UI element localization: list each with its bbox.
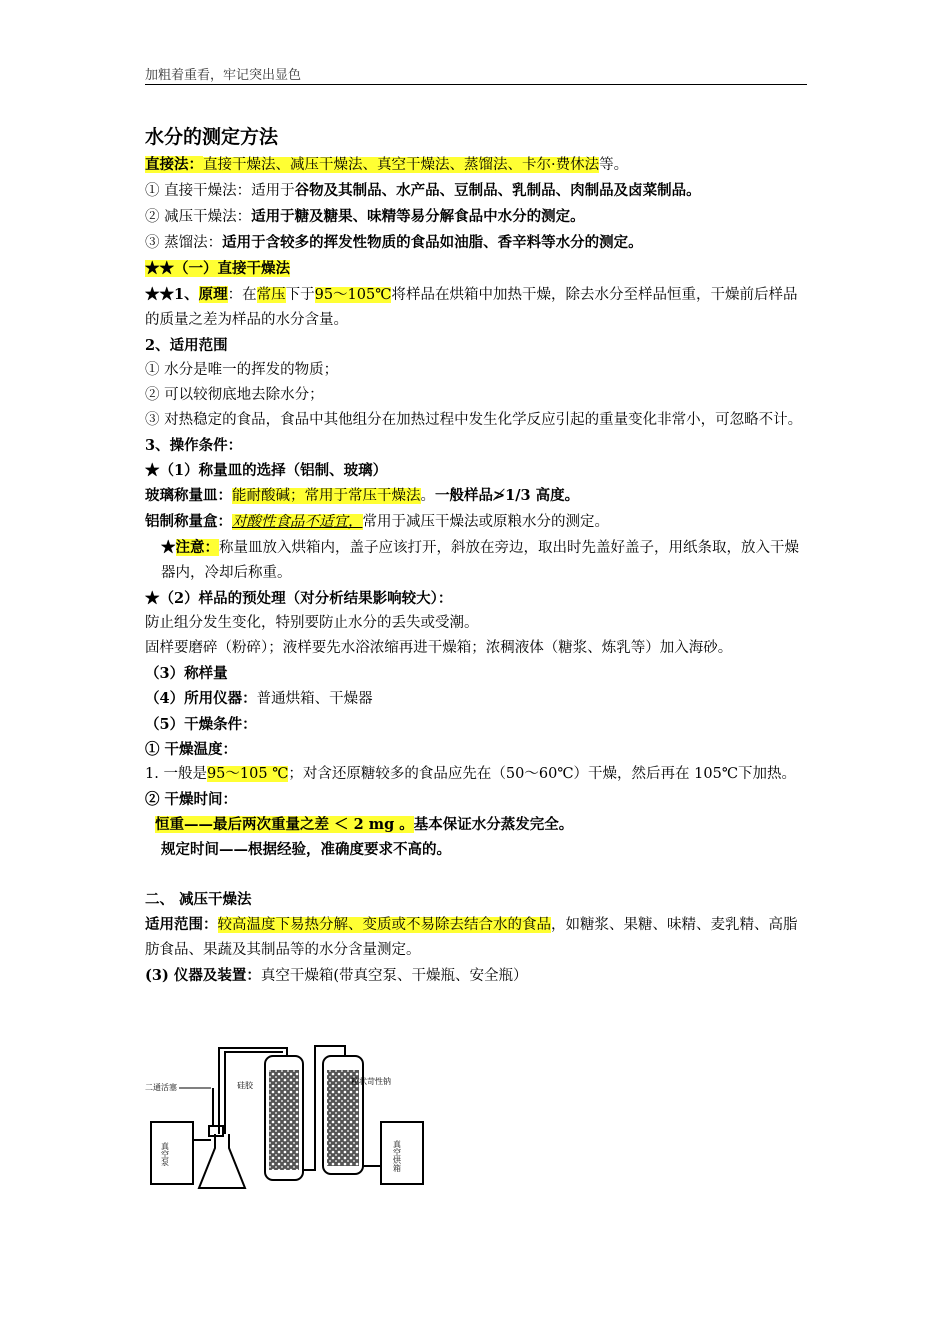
scope-heading: 2、适用范围: [145, 337, 228, 354]
principle-paragraph: [145, 282, 810, 333]
weigh-heading: （3）称样量: [145, 665, 228, 682]
section2-scope: [145, 912, 810, 963]
aluminum-box-line: [145, 509, 810, 535]
header-rule: [145, 84, 807, 85]
scope-prefix: ① 直接干燥法：适用于: [145, 183, 295, 199]
scope-range-3: ③ 对热稳定的食品，食品中其他组分在加热过程中发生化学反应引起的重量变化非常小，可忽略不计。: [145, 412, 803, 428]
alu-highlight: 对酸性食品不适宜，: [232, 514, 363, 530]
pretreat-text-2: 固样要磨碎（粉碎）；液样要先水浴浓缩再进干燥箱；浓稠液体（糖浆、炼乳等）加入海砂。: [145, 640, 733, 656]
note-label: 注意：: [175, 539, 219, 556]
ops-heading: 3、操作条件：: [145, 437, 243, 454]
valve-label: 二通活塞: [145, 1083, 177, 1092]
principle-label: 原理: [198, 286, 228, 303]
scope-bold: 谷物及其制品、水产品、豆制品、乳制品、肉制品及卤菜制品。: [294, 182, 701, 199]
page-title: 水分的测定方法: [145, 126, 279, 148]
temp-text: 1. 一般是: [145, 766, 207, 782]
apparatus-text: 真空干燥箱(带真空泵、干燥瓶、安全瓶）: [260, 968, 528, 984]
temp-paragraph: [145, 762, 810, 787]
scope-prefix: ③ 蒸馏法：: [145, 235, 223, 251]
principle-number: ★★1、: [145, 286, 199, 303]
constant-weight-text: 基本保证水分蒸发完全。: [413, 816, 574, 833]
glass-label: 玻璃称量皿：: [145, 487, 232, 504]
constant-weight-highlight: 恒重——最后两次重量之差 ＜ 2 mg 。: [155, 816, 414, 833]
section1-heading: [145, 256, 810, 282]
time-heading: ② 干燥时间：: [145, 791, 238, 808]
constant-weight-line: [145, 812, 810, 837]
scope-bold: 适用于糖及糖果、味精等易分解食品中水分的测定。: [251, 208, 585, 225]
granule-label: 粒状苛性钠: [351, 1077, 391, 1086]
apparatus-label: (3) 仪器及装置：: [145, 967, 261, 984]
fixed-time-line: 规定时间——根据经验，准确度要求不高的。: [161, 841, 451, 858]
spacer: [145, 862, 810, 887]
principle-highlight-temp: 95～105℃: [314, 287, 392, 303]
instrument-label: （4）所用仪器：: [145, 690, 257, 707]
section2-scope-text: ，如糖浆、果糖、味精、麦乳精、高脂肪食品、果蔬及其制品等的水分含量测定。: [145, 917, 798, 958]
note-star: ★: [161, 539, 176, 556]
scope-item-2: [145, 204, 810, 230]
temp-text: ；对含还原糖较多的食品应先在（50～60℃）干燥，然后再在 105℃下加热。: [288, 766, 797, 782]
principle-text: 将样品在烘箱中加热干燥，除去水分至样品恒重，干燥前后样品的质量之差为样品的水分含量。: [145, 287, 798, 328]
pretreat-text-1: 防止组分发生变化，特别要防止水分的丢失或受潮。: [145, 615, 479, 631]
scope-item-1: [145, 178, 810, 204]
methods-label: 直接法：: [145, 156, 203, 173]
methods-line: [145, 152, 810, 178]
instrument-line: [145, 686, 810, 712]
principle-highlight-pressure: 常压: [256, 287, 286, 303]
apparatus-diagram: [145, 1030, 443, 1196]
page-header: 加粗着重看，牢记突出显色: [145, 68, 302, 83]
safety-flask: [199, 1134, 245, 1188]
scope-item-3: [145, 230, 810, 256]
apparatus-line: [145, 963, 810, 989]
scope-prefix: ② 减压干燥法：: [145, 209, 252, 225]
note-paragraph: [145, 535, 810, 586]
pump-label: 真空泵: [160, 1142, 170, 1166]
methods-list: 直接干燥法、减压干燥法、真空干燥法、蒸馏法、卡尔·费休法: [203, 157, 600, 173]
alu-label: 铝制称量盒：: [145, 513, 232, 530]
condition-heading: （5）干燥条件：: [145, 716, 257, 733]
scope-bold: 适用于含较多的挥发性物质的食品如油脂、香辛料等水分的测定。: [222, 234, 643, 251]
vacuum-apparatus-figure: [145, 1030, 443, 1196]
temp-heading: ① 干燥温度：: [145, 741, 238, 758]
oven-box: [381, 1122, 423, 1184]
section1-heading-text: ★★（一）直接干燥法: [145, 260, 290, 277]
pretreat-heading: ★（2）样品的预处理（对分析结果影响较大）：: [145, 590, 453, 607]
oven-label: 真空烘箱: [392, 1140, 402, 1172]
glass-bold: 一般样品≯1/3 高度。: [435, 487, 580, 504]
principle-text: ：在: [227, 287, 257, 303]
pump-box: [151, 1122, 193, 1184]
alu-text: 常用于减压干燥法或原粮水分的测定。: [362, 514, 609, 530]
temp-highlight: 95～105 ℃: [206, 766, 289, 782]
principle-text: 下于: [285, 287, 315, 303]
note-text: 称量皿放入烘箱内，盖子应该打开，斜放在旁边，取出时先盖好盖子，用纸条取，放入干燥器内，冷却后称重。: [161, 540, 799, 581]
scope-range-1: ① 水分是唯一的挥发的物质；: [145, 362, 339, 378]
scope-range-2: ② 可以较彻底地去除水分；: [145, 387, 324, 403]
glass-text: 。: [420, 488, 435, 504]
glass-dish-line: [145, 483, 810, 509]
section2-scope-label: 适用范围：: [145, 916, 218, 933]
glass-highlight: 能耐酸碱；常用于常压干燥法: [232, 488, 421, 504]
dish-heading: ★（1）称量皿的选择（铝制、玻璃）: [145, 462, 388, 479]
silica-label: 硅胶: [237, 1081, 253, 1090]
instrument-text: 普通烘箱、干燥器: [256, 691, 373, 707]
section2-heading: 二、 减压干燥法: [145, 891, 252, 908]
section2-scope-highlight: 较高温度下易热分解、变质或不易除去结合水的食品: [217, 917, 551, 933]
document-body: [145, 122, 810, 989]
methods-tail: 等。: [599, 157, 629, 173]
